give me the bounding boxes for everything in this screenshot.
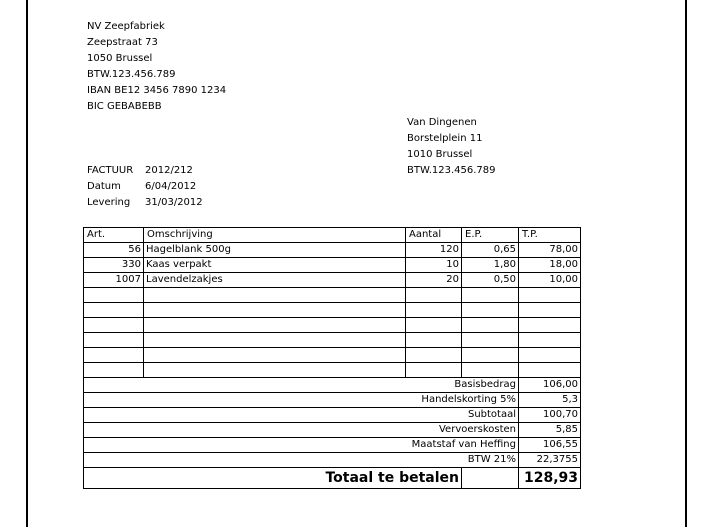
cell-art — [84, 333, 144, 348]
sender-vat: BTW.123.456.789 — [87, 69, 176, 80]
cell-total-price — [519, 363, 581, 378]
table-row-empty — [84, 303, 581, 318]
cell-unit-price — [462, 348, 519, 363]
table-header-row — [84, 228, 581, 243]
cell-quantity — [406, 348, 462, 363]
recipient-address — [407, 115, 496, 179]
sender-iban: IBAN BE12 3456 7890 1234 — [87, 85, 227, 96]
cell-total-price — [519, 303, 581, 318]
page-left-edge — [26, 0, 28, 527]
meta-key: FACTUUR — [87, 165, 134, 176]
cell-quantity: 10 — [406, 258, 462, 273]
recipient-street: Borstelplein 11 — [407, 133, 483, 144]
cell-quantity: 20 — [406, 273, 462, 288]
recipient-name: Van Dingenen — [407, 117, 477, 128]
cell-total-price: 10,00 — [519, 273, 581, 288]
summary-row — [84, 378, 581, 393]
cell-art — [84, 288, 144, 303]
cell-unit-price — [462, 288, 519, 303]
sender-bic: BIC GEBABEBB — [87, 101, 162, 112]
cell-description — [144, 288, 406, 303]
total-row — [84, 468, 581, 489]
table-row-empty — [84, 348, 581, 363]
summary-value: 106,00 — [519, 378, 581, 393]
summary-label: BTW 21% — [84, 453, 519, 468]
sender-company: NV Zeepfabriek — [87, 21, 165, 32]
cell-art — [84, 303, 144, 318]
meta-value: 31/03/2012 — [145, 197, 203, 208]
cell-total-price — [519, 348, 581, 363]
cell-description — [144, 318, 406, 333]
total-value: 128,93 — [519, 468, 581, 489]
meta-value: 6/04/2012 — [145, 181, 197, 192]
col-header-unit-price: E.P. — [462, 228, 519, 243]
summary-label: Handelskorting 5% — [84, 393, 519, 408]
cell-unit-price — [462, 363, 519, 378]
cell-art: 330 — [84, 258, 144, 273]
cell-description — [144, 348, 406, 363]
cell-total-price — [519, 318, 581, 333]
cell-description: Lavendelzakjes — [144, 273, 406, 288]
cell-description — [144, 303, 406, 318]
cell-art: 56 — [84, 243, 144, 258]
table-row-empty — [84, 333, 581, 348]
cell-description — [144, 363, 406, 378]
cell-art — [84, 318, 144, 333]
recipient-city: 1010 Brussel — [407, 149, 473, 160]
meta-key: Datum — [87, 181, 121, 192]
meta-key: Levering — [87, 197, 131, 208]
cell-total-price: 18,00 — [519, 258, 581, 273]
cell-unit-price: 0,50 — [462, 273, 519, 288]
cell-description: Hagelblank 500g — [144, 243, 406, 258]
invoice-table — [83, 227, 581, 489]
summary-label: Subtotaal — [84, 408, 519, 423]
meta-invoice-number — [87, 163, 203, 179]
summary-value: 5,3 — [519, 393, 581, 408]
cell-art — [84, 348, 144, 363]
cell-quantity — [406, 333, 462, 348]
cell-art — [84, 363, 144, 378]
table-row — [84, 273, 581, 288]
table-row-empty — [84, 288, 581, 303]
invoice-meta — [87, 163, 203, 211]
summary-label: Maatstaf van Heffing — [84, 438, 519, 453]
sender-city: 1050 Brussel — [87, 53, 153, 64]
summary-label: Vervoerskosten — [84, 423, 519, 438]
summary-row — [84, 438, 581, 453]
summary-value: 100,70 — [519, 408, 581, 423]
cell-total-price — [519, 333, 581, 348]
cell-unit-price — [462, 318, 519, 333]
summary-value: 106,55 — [519, 438, 581, 453]
total-label: Totaal te betalen — [84, 468, 462, 489]
summary-row — [84, 393, 581, 408]
cell-total-price — [519, 288, 581, 303]
cell-unit-price — [462, 303, 519, 318]
col-header-art: Art. — [84, 228, 144, 243]
summary-value: 22,3755 — [519, 453, 581, 468]
recipient-vat: BTW.123.456.789 — [407, 165, 496, 176]
cell-quantity — [406, 303, 462, 318]
cell-quantity: 120 — [406, 243, 462, 258]
summary-value: 5,85 — [519, 423, 581, 438]
cell-unit-price: 1,80 — [462, 258, 519, 273]
meta-value: 2012/212 — [145, 165, 193, 176]
cell-quantity — [406, 318, 462, 333]
sender-address — [87, 19, 226, 115]
cell-description — [144, 333, 406, 348]
summary-row — [84, 408, 581, 423]
cell-unit-price — [462, 333, 519, 348]
cell-unit-price: 0,65 — [462, 243, 519, 258]
meta-delivery — [87, 195, 203, 211]
table-row-empty — [84, 318, 581, 333]
sender-street: Zeepstraat 73 — [87, 37, 158, 48]
total-spacer — [462, 468, 519, 489]
cell-quantity — [406, 288, 462, 303]
summary-row — [84, 423, 581, 438]
col-header-total-price: T.P. — [519, 228, 581, 243]
summary-label: Basisbedrag — [84, 378, 519, 393]
cell-quantity — [406, 363, 462, 378]
cell-total-price: 78,00 — [519, 243, 581, 258]
table-row — [84, 258, 581, 273]
table-row-empty — [84, 363, 581, 378]
meta-date — [87, 179, 203, 195]
page-right-edge — [685, 0, 687, 527]
cell-art: 1007 — [84, 273, 144, 288]
col-header-description: Omschrijving — [144, 228, 406, 243]
col-header-quantity: Aantal — [406, 228, 462, 243]
table-row — [84, 243, 581, 258]
summary-row — [84, 453, 581, 468]
cell-description: Kaas verpakt — [144, 258, 406, 273]
